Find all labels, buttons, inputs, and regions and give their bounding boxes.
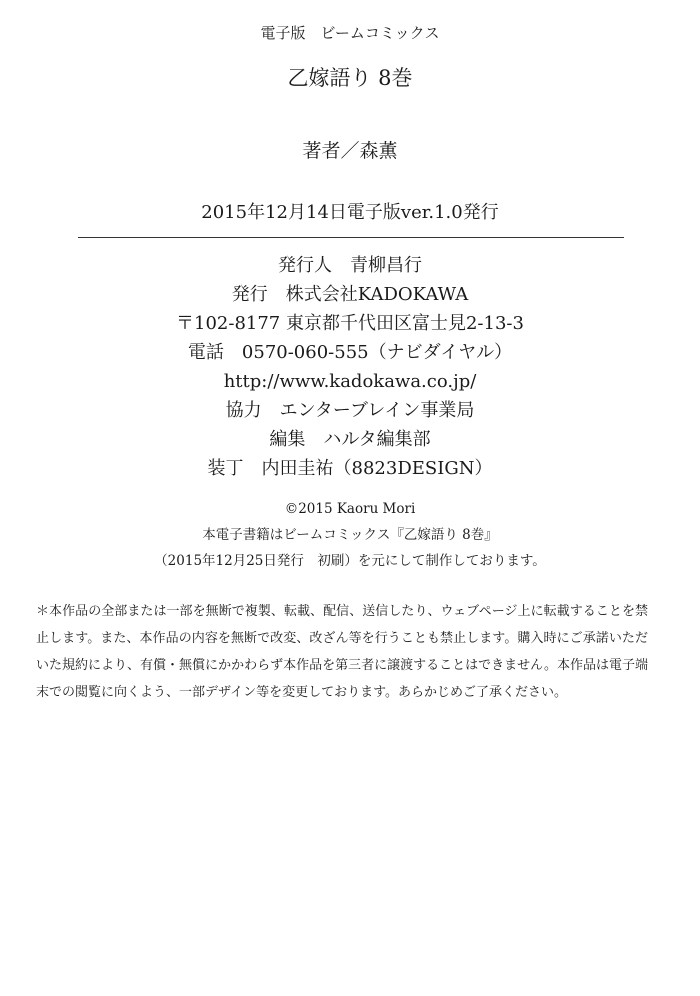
publication-date: 2015年12月14日電子版ver.1.0発行 [201,202,499,223]
publisher-company: 発行 株式会社KADOKAWA [231,284,469,305]
design-credit: 装丁 内田圭祐（8823DESIGN） [207,458,493,479]
source-edition-line-2: （2015年12月25日発行 初刷）を元にして制作しております。 [154,553,546,569]
divider-line [78,237,624,238]
cooperation-credit: 協力 エンターブレイン事業局 [225,400,475,421]
colophon-block [0,251,700,483]
imprint-label: 電子版 ビームコミックス [260,24,440,42]
credits-block [0,496,700,574]
editing-credit: 編集 ハルタ編集部 [269,429,431,450]
copyright-notice: ＊本作品の全部または一部を無断で複製、転載、配信、送信したり、ウェブページ上に転載することを禁止します。また、本作品の内容を無断で改変、改ざん等を行うことも禁止します。購入時にご承諾いただいた規約により、有償・無償にかかわらず本作品を第三者に譲渡することはできません。本作品は電子端末での閲覧に向くよう、一部デザイン等を変更しております。あらかじめご了承ください。 [36,604,648,700]
author-line: 著者／森薫 [302,140,398,162]
publisher-person: 発行人 青柳昌行 [278,255,422,276]
publisher-address: 〒102-8177 東京都千代田区富士見2-13-3 [176,313,524,334]
copyright-line: ©2015 Kaoru Mori [284,501,416,517]
publisher-url: http://www.kadokawa.co.jp/ [223,371,477,392]
publisher-phone: 電話 0570-060-555（ナビダイヤル） [187,342,513,363]
source-edition-line-1: 本電子書籍はビームコミックス『乙嫁語り 8巻』 [202,527,498,543]
book-title: 乙嫁語り 8巻 [287,66,413,90]
